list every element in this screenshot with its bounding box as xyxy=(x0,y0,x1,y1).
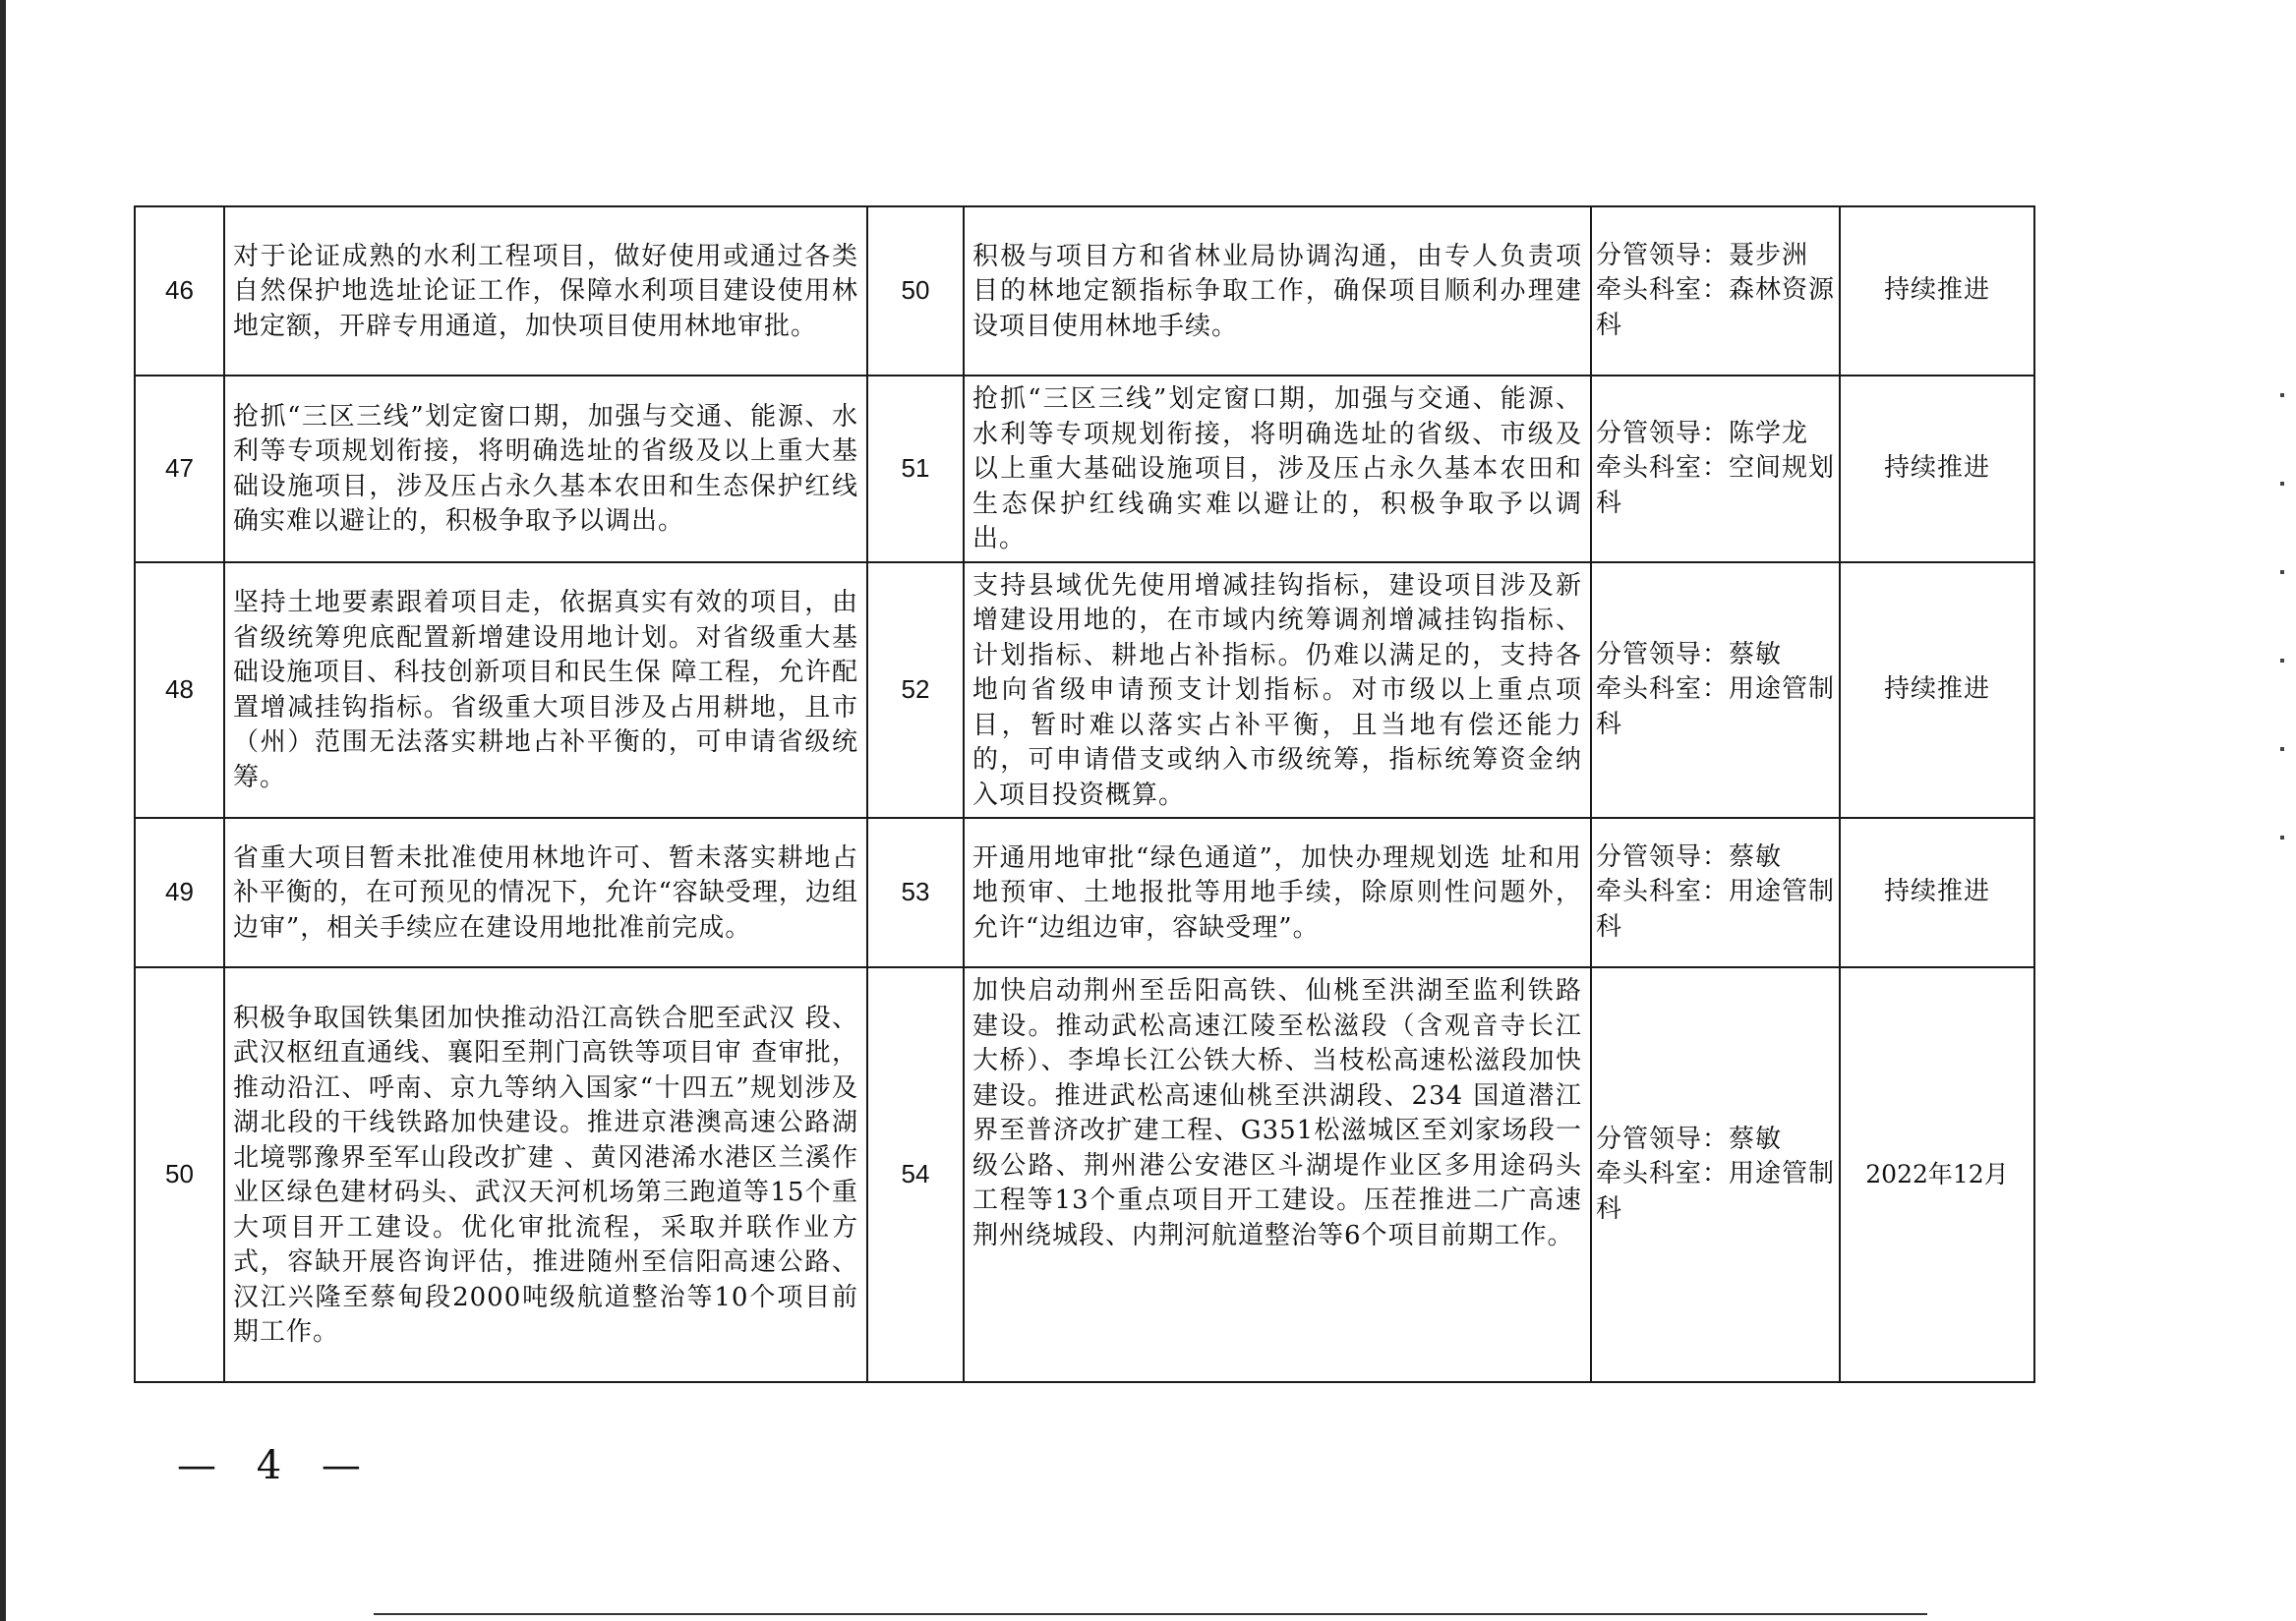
leader-label: 分管领导：聂步洲 xyxy=(1596,240,1809,270)
section-label: 牵头科室：用途管制科 xyxy=(1596,1159,1836,1224)
policy-text: 坚持土地要素跟着项目走，依据真实有效的项目，由省级统筹兜底配置新增建设用地计划。对省级重大基础设施项目、科技创新项目和民生保 障工程，允许配置增减挂钩指标。省级重大项目涉及占用耕地，且市（州）范围无法落实耕地占补平衡的，可申请省级统筹。 xyxy=(224,562,867,819)
scan-edge-dots xyxy=(2280,393,2284,885)
policy-text: 省重大项目暂未批准使用林地许可、暂未落实耕地占补平衡的，在可预见的情况下，允许“容缺受理，边组边审”，相关手续应在建设用地批准前完成。 xyxy=(224,818,867,967)
section-label: 牵头科室：空间规划科 xyxy=(1596,453,1836,518)
table-row xyxy=(135,206,2034,376)
item-number: 47 xyxy=(135,376,224,562)
status-cell: 持续推进 xyxy=(1840,206,2034,376)
table-row xyxy=(135,562,2034,819)
leader-label: 分管领导：蔡敏 xyxy=(1596,1124,1783,1154)
task-text: 加快启动荆州至岳阳高铁、仙桃至洪湖至监利铁路建设。推动武松高速江陵至松滋段（含观音寺长江大桥）、李埠长江公铁大桥、当枝松高速松滋段加快建设。推进武松高速仙桃至洪湖段、234 国道潜江界至普济改扩建工程、G351松滋城区至刘家场段一级公路、荆州港公安港区斗湖堤作业区多用途码头工程等13个重点项目开工建设。压茬推进二广高速荆州绕城段、内荆河航道整治等6个项目前期工作。 xyxy=(964,967,1591,1382)
table-row xyxy=(135,967,2034,1382)
task-number: 51 xyxy=(867,376,964,562)
leader-label: 分管领导：陈学龙 xyxy=(1596,418,1809,448)
status-cell: 持续推进 xyxy=(1840,376,2034,562)
item-number: 50 xyxy=(135,967,224,1382)
policy-text: 积极争取国铁集团加快推动沿江高铁合肥至武汉 段、武汉枢纽直通线、襄阳至荆门高铁等项目审 查审批，推动沿江、呼南、京九等纳入国家“十四五”规划涉及湖北段的干线铁路加快建设。推进京港澳高速公路湖北境鄂豫界至军山段改扩建 、黄冈港浠水港区兰溪作业区绿色建材码头、武汉天河机场第三跑道等15个重大项目开工建设。优化审批流程，采取并联作业方式，容缺开展咨询评估，推进随州至信阳高速公路、汉江兴隆至蔡甸段2000吨级航道整治等10个项目前期工作。 xyxy=(224,967,867,1382)
task-text: 支持县域优先使用增减挂钩指标，建设项目涉及新增建设用地的，在市域内统筹调剂增减挂钩指标、计划指标、耕地占补指标。仍难以满足的，支持各地向省级申请预支计划指标。对市级以上重点项目，暂时难以落实占补平衡，且当地有偿还能力的，可申请借支或纳入市级统筹，指标统筹资金纳入项目投资概算。 xyxy=(964,562,1591,819)
policy-task-table xyxy=(134,205,2035,1383)
status-cell: 持续推进 xyxy=(1840,818,2034,967)
item-number: 46 xyxy=(135,206,224,376)
deadline-cell: 2022年12月 xyxy=(1840,967,2034,1382)
policy-text: 对于论证成熟的水利工程项目，做好使用或通过各类自然保护地选址论证工作，保障水利项目建设使用林地定额，开辟专用通道，加快项目使用林地审批。 xyxy=(224,206,867,376)
scan-edge-left xyxy=(0,0,6,1621)
task-text: 抢抓“三区三线”划定窗口期，加强与交通、能源、水利等专项规划衔接，将明确选址的省级、市级及以上重大基础设施项目，涉及压占永久基本农田和生态保护红线确实难以避让的，积极争取予以调出。 xyxy=(964,376,1591,562)
item-number: 49 xyxy=(135,818,224,967)
responsible-cell xyxy=(1591,206,1840,376)
task-number: 52 xyxy=(867,562,964,819)
leader-label: 分管领导：蔡敏 xyxy=(1596,639,1783,669)
table-row xyxy=(135,376,2034,562)
section-label: 牵头科室：用途管制科 xyxy=(1596,674,1836,739)
scan-edge-bottom xyxy=(374,1613,1927,1618)
item-number: 48 xyxy=(135,562,224,819)
table-row xyxy=(135,818,2034,967)
page-number: — 4 — xyxy=(177,1443,375,1488)
responsible-cell xyxy=(1591,562,1840,819)
task-number: 50 xyxy=(867,206,964,376)
section-label: 牵头科室：森林资源科 xyxy=(1596,275,1836,340)
section-label: 牵头科室：用途管制科 xyxy=(1596,877,1836,942)
task-number: 54 xyxy=(867,967,964,1382)
leader-label: 分管领导：蔡敏 xyxy=(1596,841,1783,872)
responsible-cell xyxy=(1591,967,1840,1382)
responsible-cell xyxy=(1591,818,1840,967)
responsible-cell xyxy=(1591,376,1840,562)
task-text: 开通用地审批“绿色通道”，加快办理规划选 址和用地预审、土地报批等用地手续，除原则性问题外，允许“边组边审，容缺受理”。 xyxy=(964,818,1591,967)
policy-text: 抢抓“三区三线”划定窗口期，加强与交通、能源、水利等专项规划衔接，将明确选址的省级及以上重大基础设施项目，涉及压占永久基本农田和生态保护红线确实难以避让的，积极争取予以调出。 xyxy=(224,376,867,562)
task-number: 53 xyxy=(867,818,964,967)
task-text: 积极与项目方和省林业局协调沟通，由专人负责项目的林地定额指标争取工作，确保项目顺利办理建设项目使用林地手续。 xyxy=(964,206,1591,376)
status-cell: 持续推进 xyxy=(1840,562,2034,819)
